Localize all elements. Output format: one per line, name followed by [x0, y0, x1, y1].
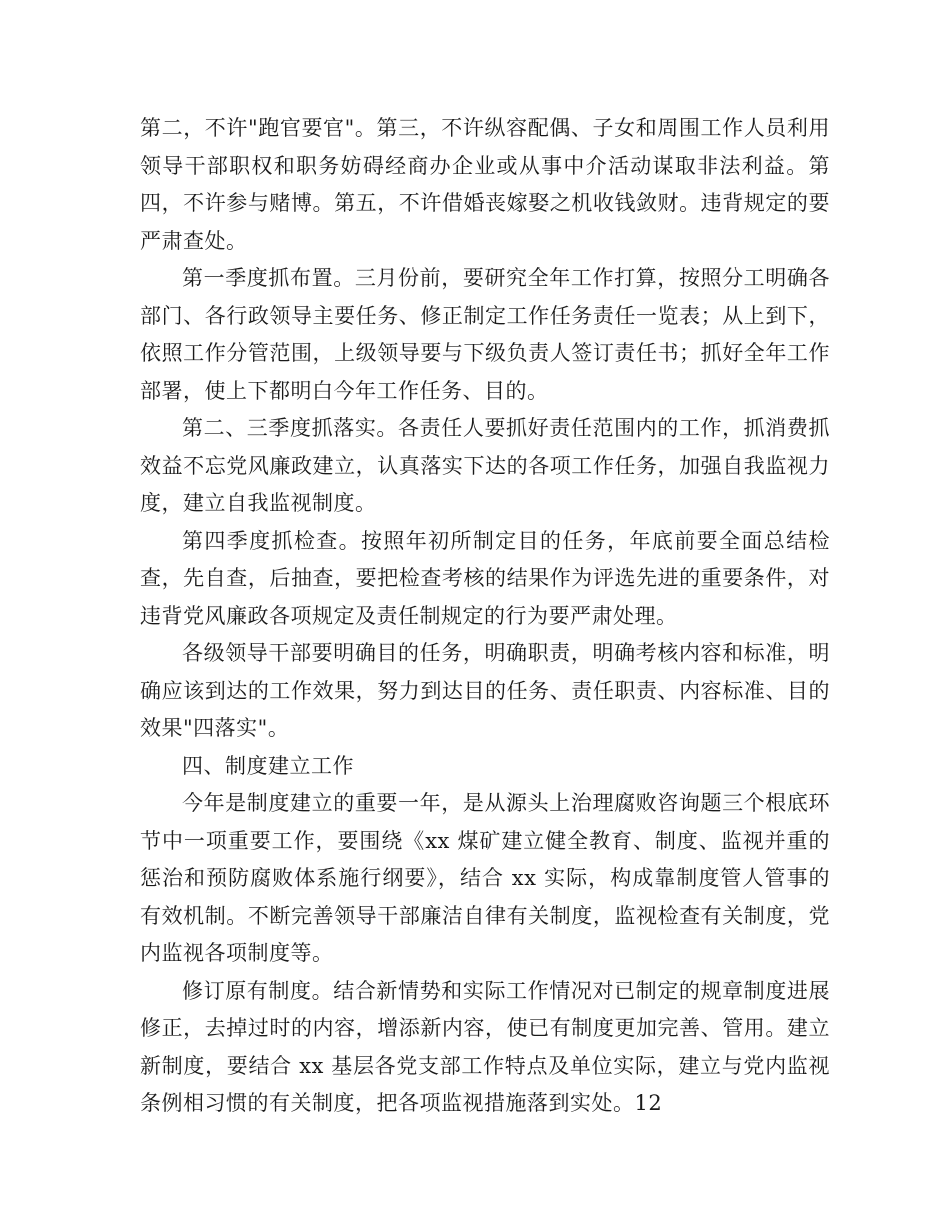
paragraph-5: 各级领导干部要明确目的任务，明确职责，明确考核内容和标准，明确应该到达的工作效果，努力到达目的任务、责任职责、内容标准、目的效果"四落实"。 [140, 641, 830, 740]
paragraph-3: 第二、三季度抓落实。各责任人要抓好责任范围内的工作，抓消费抓效益不忘党风廉政建立，认真落实下达的各项工作任务，加强自我监视力度，建立自我监视制度。 [140, 416, 830, 515]
document-body [140, 110, 830, 1123]
section-heading: 四、制度建立工作 [182, 753, 354, 778]
paragraph-2: 第一季度抓布置。三月份前，要研究全年工作打算，按照分工明确各部门、各行政领导主要任务、修正制定工作任务责任一览表；从上到下，依照工作分管范围，上级领导要与下级负责人签订责任书；抓好全年工作部署，使上下都明白今年工作任务、目的。 [140, 266, 830, 403]
paragraph-7: 修订原有制度。结合新情势和实际工作情况对已制定的规章制度进展修正，去掉过时的内容，增添新内容，使已有制度更加完善、管用。建立新制度，要结合 xx 基层各党支部工作特点及单位实际，建立与党内监视条例相习惯的有关制度，把各项监视措施落到实处。12 [140, 978, 830, 1115]
paragraph-1: 第二，不许"跑官要官"。第三，不许纵容配偶、子女和周围工作人员利用领导干部职权和职务妨碍经商办企业或从事中介活动谋取非法利益。第四，不许参与赌博。第五，不许借婚丧嫁娶之机收钱敛财。违背规定的要严肃查处。 [140, 116, 830, 253]
paragraph-4: 第四季度抓检查。按照年初所制定目的任务，年底前要全面总结检查，先自查，后抽查，要把检查考核的结果作为评选先进的重要条件，对违背党风廉政各项规定及责任制规定的行为要严肃处理。 [140, 528, 830, 628]
paragraph-6: 今年是制度建立的重要一年，是从源头上治理腐败咨询题三个根底环节中一项重要工作，要围绕《xx 煤矿建立健全教育、制度、监视并重的惩治和预防腐败体系施行纲要》，结合 xx 实际，构成靠制度管人管事的有效机制。不断完善领导干部廉洁自律有关制度，监视检查有关制度，党内监视各项制度等。 [140, 791, 830, 965]
